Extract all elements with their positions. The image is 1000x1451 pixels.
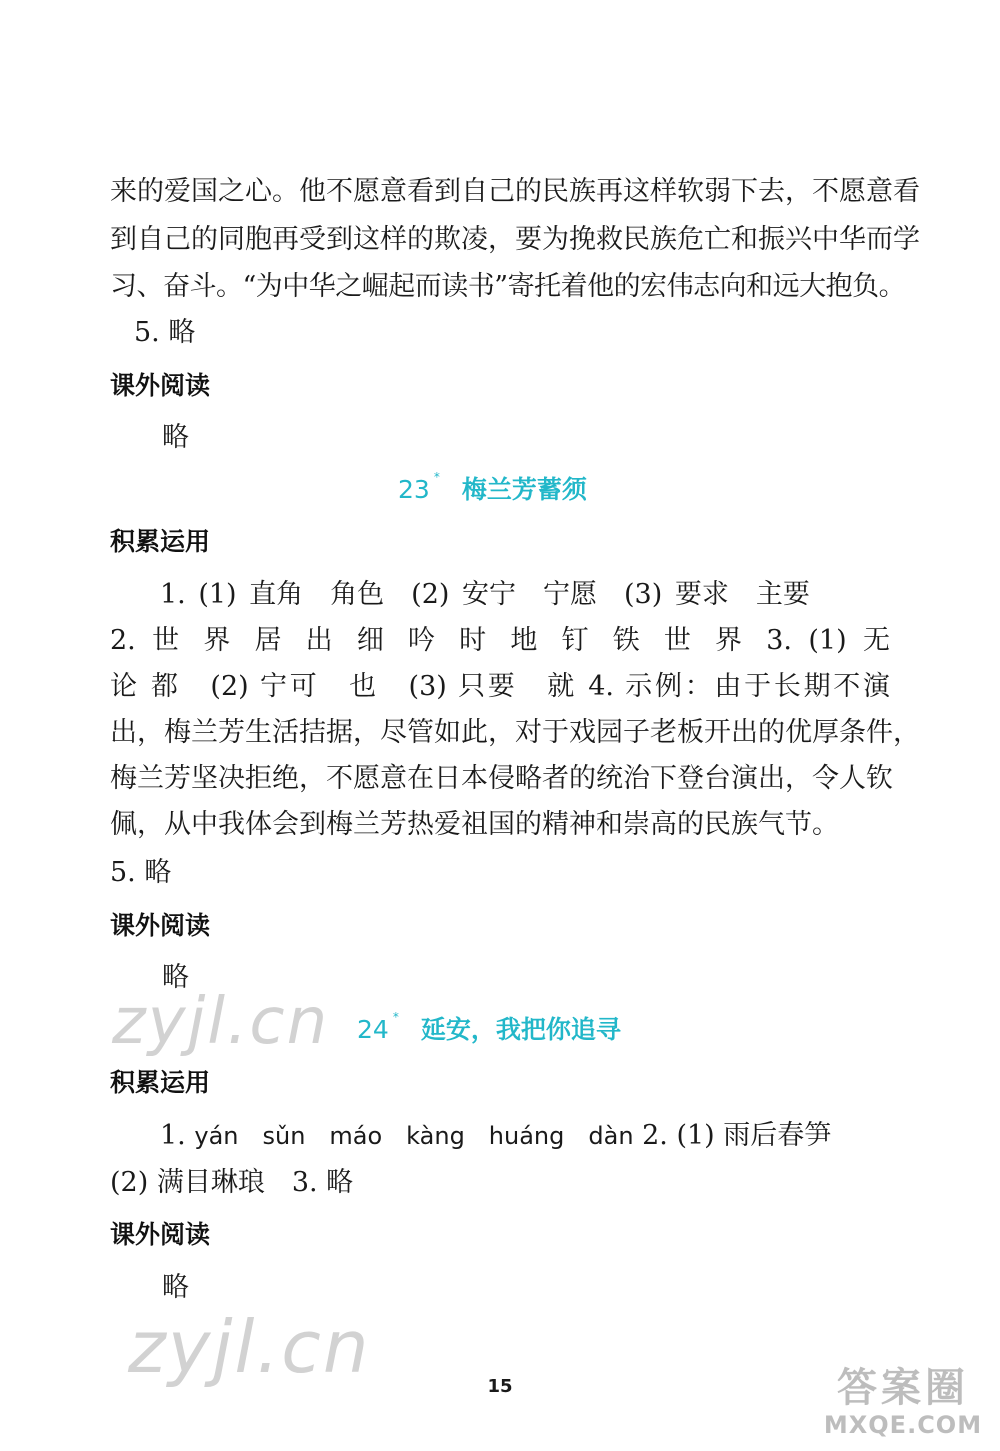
section-heading-reading: 课外阅读 [110,911,211,940]
answer-line: 2. 世 界 居 出 细 吟 时 地 钉 铁 世 界 3. (1) 无 [110,625,890,656]
watermark-text: zyjl.cn [128,1305,371,1389]
answer-line: 论 都 (2) 宁可 也 (3) 只要 就 4. 示例：由于长期不演 [110,671,890,702]
section-heading-accumulation: 积累运用 [110,1068,211,1097]
reading-answer: 略 [162,1272,189,1303]
lesson-title-text: 延安，我把你追寻 [420,1015,621,1044]
item-number: 1. [160,1120,186,1151]
lesson-title-23 [398,470,587,506]
reading-answer: 略 [162,962,189,993]
section-heading-reading: 课外阅读 [110,1220,211,1249]
answer-text: 2. (1) 雨后春笋 [642,1120,832,1151]
answer-line: 出，梅兰芳生活拮据，尽管如此，对于戏园子老板开出的优厚条件， [110,717,920,748]
paragraph-line: 习、奋斗。“为中华之崛起而读书”寄托着他的宏伟志向和远大抱负。 [110,271,906,302]
pinyin-answers: yán sǔn máo kàng huáng dàn [194,1122,634,1150]
lesson-number: 23 [398,475,430,504]
paragraph-line: 来的爱国之心。他不愿意看到自己的民族再这样软弱下去，不愿意看 [110,176,920,207]
section-heading-accumulation: 积累运用 [110,527,211,556]
logo-url: MXQE.COM [823,1411,983,1439]
page-number: 15 [487,1376,513,1397]
answer-line: 佩，从中我体会到梅兰芳热爱祖国的精神和崇高的民族气节。 [110,809,839,840]
reading-answer: 略 [162,422,189,453]
site-logo [814,1365,992,1445]
star-mark: * [392,1010,399,1024]
section-heading-reading: 课外阅读 [110,371,211,400]
answer-line [160,1113,870,1159]
watermark-text: zyjl.cn [112,985,330,1059]
star-mark: * [433,470,440,484]
answer-line: 梅兰芳坚决拒绝，不愿意在日本侵略者的统治下登台演出，令人钦 [110,763,893,794]
lesson-title-text: 梅兰芳蓄须 [461,475,587,504]
paragraph-line: 到自己的同胞再受到这样的欺凌，要为挽救民族危亡和振兴中华而学 [110,224,920,255]
answer-line: (2) 满目琳琅 3. 略 [110,1167,354,1198]
lesson-number: 24 [357,1015,389,1044]
answer-line: 1. (1) 直角 角色 (2) 安宁 宁愿 (3) 要求 主要 [160,579,810,610]
answer-item-5: 5. 略 [134,317,196,348]
answer-item-5: 5. 略 [110,857,172,888]
lesson-title-24 [357,1010,621,1046]
logo-text: 答案圈 [837,1365,969,1411]
